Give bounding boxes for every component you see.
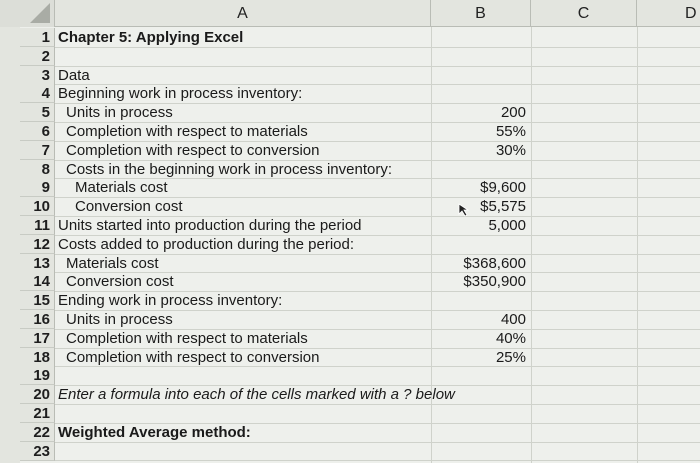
column-header-d[interactable]: D — [685, 5, 697, 22]
cell-b[interactable]: 400 — [500, 311, 526, 328]
cell-b[interactable] — [432, 84, 526, 103]
row-header[interactable]: 21 — [20, 404, 55, 423]
row-header[interactable]: 23 — [20, 442, 55, 461]
cell-a[interactable]: Ending work in process inventory: — [58, 292, 283, 310]
row-header[interactable]: 9 — [20, 178, 55, 197]
row-header[interactable]: 19 — [20, 366, 55, 385]
cell-a[interactable]: Conversion cost — [66, 273, 174, 291]
cell-b[interactable] — [432, 66, 526, 85]
cell-a[interactable]: Materials cost — [66, 254, 159, 272]
row-header[interactable]: 10 — [20, 197, 55, 216]
cell-a[interactable]: Units started into production during the period — [58, 217, 362, 234]
row-header[interactable]: 13 — [20, 254, 55, 273]
cell-b[interactable]: 30% — [495, 141, 526, 159]
row-header[interactable]: 4 — [20, 84, 55, 103]
cell-a[interactable]: Completion with respect to conversion — [66, 141, 320, 159]
cell-b[interactable] — [432, 291, 526, 310]
cell-a[interactable]: Units in process — [66, 104, 173, 122]
cell-b[interactable]: 55% — [495, 123, 526, 140]
mouse-pointer-icon — [458, 203, 470, 217]
grid-divider — [531, 27, 532, 463]
cell-b[interactable]: 5,000 — [488, 217, 526, 234]
cell-b[interactable]: $5,575 — [480, 198, 526, 216]
cell-b[interactable] — [432, 385, 526, 404]
select-all-button[interactable] — [0, 0, 55, 27]
cell-a[interactable]: Weighted Average method: — [58, 423, 251, 441]
row-header[interactable]: 5 — [20, 103, 55, 122]
cell-b[interactable]: $350,900 — [463, 273, 526, 291]
column-header-c[interactable]: C — [531, 0, 637, 27]
cell-a[interactable]: Data — [58, 66, 90, 84]
cell-a[interactable] — [58, 442, 478, 461]
cell-b[interactable] — [432, 442, 526, 461]
row-header[interactable]: 17 — [20, 329, 55, 348]
cell-b[interactable] — [432, 366, 526, 385]
cell-a[interactable]: Enter a formula into each of the cells marked with a ? below — [58, 386, 455, 404]
cell-b[interactable]: 25% — [495, 348, 526, 366]
cell-b[interactable] — [432, 235, 526, 254]
cell-a[interactable]: Chapter 5: Applying Excel — [58, 29, 244, 46]
row-header[interactable]: 1 — [20, 28, 55, 47]
row-header[interactable]: 11 — [20, 216, 55, 235]
cell-b[interactable] — [432, 160, 526, 179]
row-header[interactable]: 2 — [20, 47, 55, 66]
left-margin — [0, 27, 20, 463]
cell-b[interactable] — [432, 404, 526, 423]
column-header-b[interactable]: B — [431, 0, 531, 27]
row-header[interactable]: 20 — [20, 385, 55, 404]
cell-a[interactable]: Conversion cost — [75, 198, 183, 216]
cell-b[interactable]: $9,600 — [480, 179, 526, 197]
cell-a[interactable]: Materials cost — [75, 179, 168, 197]
row-header[interactable]: 16 — [20, 310, 55, 329]
cell-b[interactable]: 200 — [500, 104, 526, 122]
row-header[interactable]: 14 — [20, 272, 55, 291]
grid-divider — [637, 27, 638, 463]
row-header[interactable]: 6 — [20, 122, 55, 141]
select-all-triangle-icon — [30, 3, 50, 23]
cell-a[interactable] — [58, 404, 478, 423]
cell-a[interactable]: Completion with respect to materials — [66, 329, 308, 347]
cell-b[interactable]: 40% — [495, 329, 526, 347]
cell-a[interactable]: Completion with respect to conversion — [66, 348, 320, 366]
row-header[interactable]: 12 — [20, 235, 55, 254]
cell-b[interactable] — [432, 423, 526, 442]
cell-a[interactable]: Units in process — [66, 311, 173, 328]
column-header-a[interactable]: A — [55, 0, 431, 27]
row-header[interactable]: 7 — [20, 141, 55, 160]
cell-a[interactable]: Costs in the beginning work in process inventory: — [66, 160, 393, 178]
cell-a[interactable]: Completion with respect to materials — [66, 123, 308, 140]
cell-b[interactable]: $368,600 — [463, 254, 526, 272]
row-header[interactable]: 18 — [20, 348, 55, 367]
cell-a[interactable]: Costs added to production during the period: — [58, 235, 355, 253]
cell-a[interactable]: Beginning work in process inventory: — [58, 85, 303, 103]
row-header[interactable]: 8 — [20, 160, 55, 179]
cell-a[interactable] — [58, 47, 478, 66]
column-header-bar — [0, 0, 700, 27]
row-header[interactable]: 22 — [20, 423, 55, 442]
row-header[interactable]: 15 — [20, 291, 55, 310]
cell-b[interactable] — [432, 28, 526, 47]
cell-b[interactable] — [432, 47, 526, 66]
row-header[interactable]: 3 — [20, 66, 55, 85]
cell-a[interactable] — [58, 366, 478, 385]
